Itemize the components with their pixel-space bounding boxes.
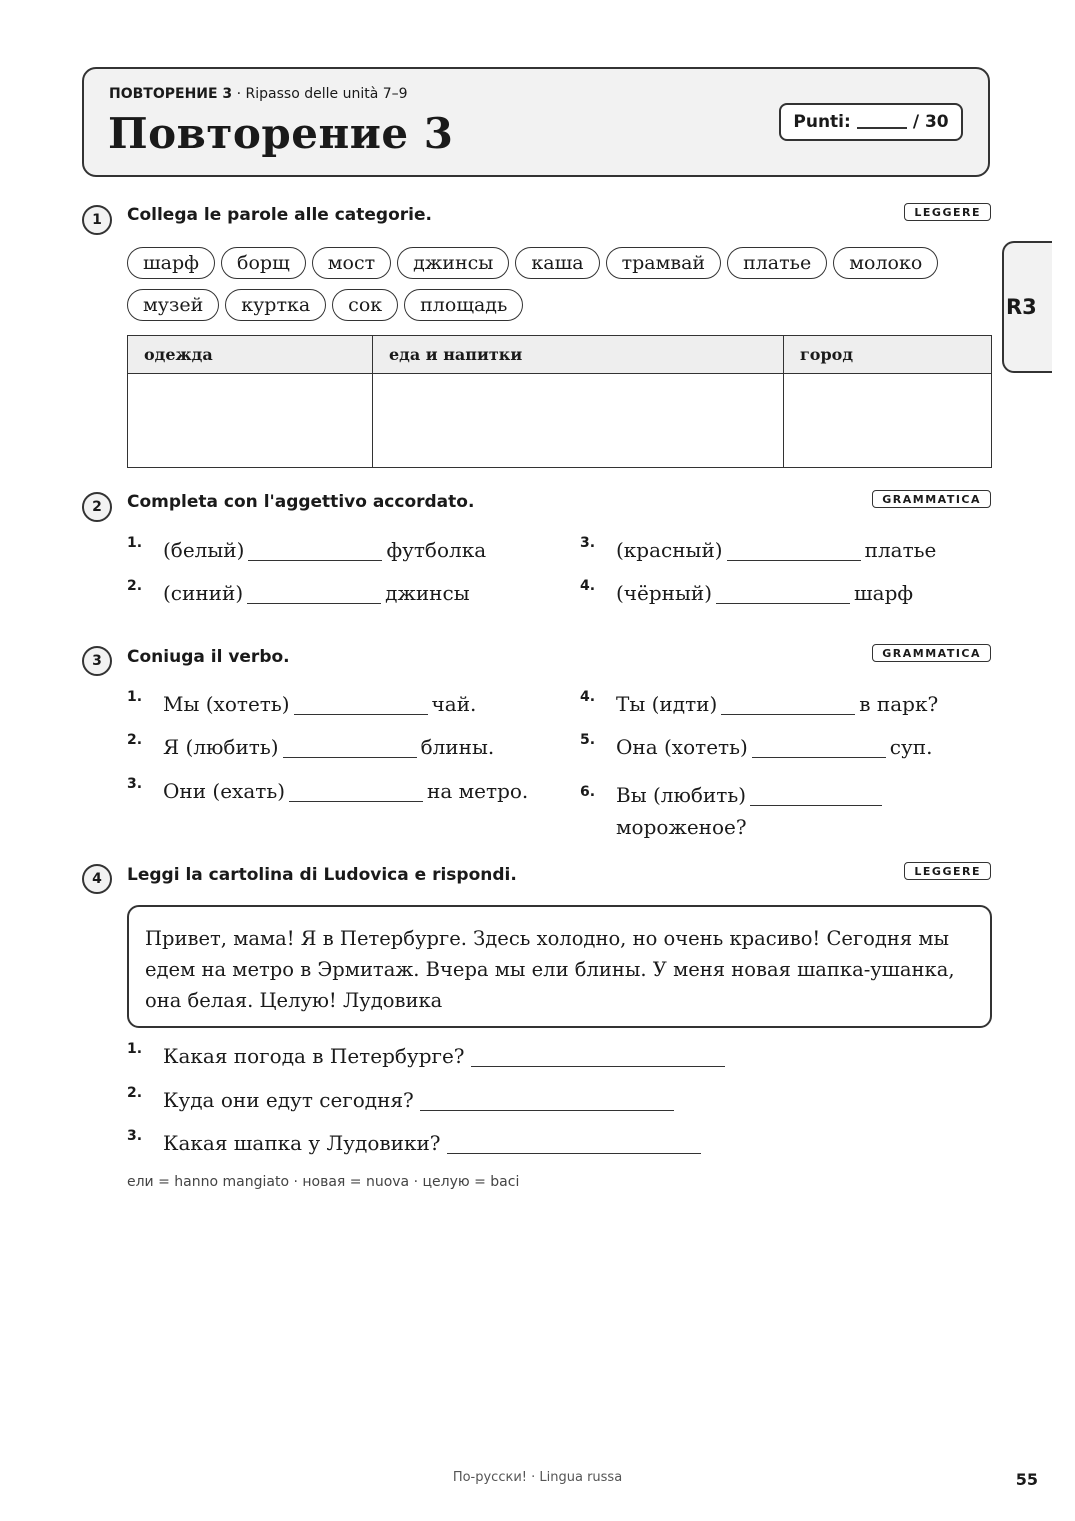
page-title: Повторение 3 bbox=[108, 109, 454, 158]
answer-blank[interactable] bbox=[752, 737, 886, 758]
exercise-2-item: 4. (чёрный) шарф bbox=[580, 578, 914, 605]
exercise-2-item: 1. (белый) футболка bbox=[127, 535, 487, 562]
word-chip[interactable]: сок bbox=[332, 289, 398, 321]
exercise-number-4: 4 bbox=[82, 864, 112, 894]
word-chip[interactable]: трамвай bbox=[606, 247, 721, 279]
points-blank[interactable] bbox=[857, 115, 907, 129]
exercise-2-instruction: Completa con l'aggettivo accordato. bbox=[127, 492, 475, 512]
exercise-3-item: 3. Они (ехать) на метро. bbox=[127, 776, 529, 803]
answer-blank[interactable] bbox=[283, 737, 417, 758]
category-table bbox=[127, 335, 992, 468]
word-chip[interactable]: куртка bbox=[225, 289, 326, 321]
exercise-1-tag: LEGGERE bbox=[904, 203, 991, 221]
exercise-2-item: 3. (красный) платье bbox=[580, 535, 937, 562]
glossary-note: ели = hanno mangiato · новая = nuova · целую = baci bbox=[127, 1174, 520, 1190]
answer-blank[interactable] bbox=[294, 694, 428, 715]
column-header: одежда bbox=[128, 336, 373, 374]
postcard-line: она белая. Целую! Лудовика bbox=[145, 989, 443, 1012]
category-cell[interactable] bbox=[784, 374, 992, 468]
word-chip[interactable]: каша bbox=[515, 247, 599, 279]
exercise-3-item: 5. Она (хотеть) суп. bbox=[580, 732, 933, 759]
answer-blank[interactable] bbox=[420, 1090, 674, 1111]
exercise-number-1: 1 bbox=[82, 205, 112, 235]
exercise-2-item: 2. (синий) джинсы bbox=[127, 578, 470, 605]
points-total: / 30 bbox=[912, 112, 949, 132]
category-cell[interactable] bbox=[373, 374, 784, 468]
postcard-line: едем на метро в Эрмитаж. Вчера мы ели блины. У меня новая шапка-ушанка, bbox=[145, 958, 955, 981]
column-header: еда и напитки bbox=[373, 336, 784, 374]
exercise-3-item: 4. Ты (идти) в парк? bbox=[580, 689, 939, 716]
word-chip[interactable]: джинсы bbox=[397, 247, 509, 279]
answer-blank[interactable] bbox=[716, 583, 850, 604]
header-eyebrow: ПОВТОРЕНИЕ 3 · Ripasso delle unità 7–9 bbox=[109, 86, 408, 102]
exercise-3-instruction: Coniuga il verbo. bbox=[127, 647, 290, 667]
answer-blank[interactable] bbox=[248, 540, 382, 561]
page-number: 55 bbox=[1015, 1470, 1038, 1489]
exercise-3-item: 1. Мы (хотеть) чай. bbox=[127, 689, 477, 716]
exercise-number-2: 2 bbox=[82, 492, 112, 522]
answer-blank[interactable] bbox=[471, 1046, 725, 1067]
page-header bbox=[82, 67, 990, 177]
word-chip[interactable]: музей bbox=[127, 289, 219, 321]
answer-blank[interactable] bbox=[721, 694, 855, 715]
exercise-3-item: 2. Я (любить) блины. bbox=[127, 732, 495, 759]
exercise-4-question: 2. Куда они едут сегодня? bbox=[163, 1088, 678, 1112]
exercise-3-item: 6. Вы (любить) мороженое? bbox=[616, 779, 916, 843]
answer-blank[interactable] bbox=[247, 583, 381, 604]
answer-blank[interactable] bbox=[447, 1133, 701, 1154]
word-chip[interactable]: платье bbox=[727, 247, 827, 279]
answer-blank[interactable] bbox=[727, 540, 861, 561]
column-header: город bbox=[784, 336, 992, 374]
word-chip[interactable]: мост bbox=[312, 247, 391, 279]
word-chip[interactable]: площадь bbox=[404, 289, 523, 321]
exercise-4-question: 1. Какая погода в Петербурге? bbox=[163, 1044, 729, 1068]
word-chip[interactable]: борщ bbox=[221, 247, 306, 279]
exercise-3-tag: GRAMMATICA bbox=[872, 644, 991, 662]
word-chip[interactable]: молоко bbox=[833, 247, 938, 279]
points-box bbox=[779, 103, 963, 141]
exercise-4-instruction: Leggi la cartolina di Ludovica e rispondi. bbox=[127, 865, 517, 885]
exercise-4-tag: LEGGERE bbox=[904, 862, 991, 880]
answer-blank[interactable] bbox=[750, 785, 882, 806]
footer-title: По-русски! · Lingua russa bbox=[452, 1470, 623, 1485]
points-label: Punti: bbox=[793, 112, 851, 132]
postcard-line: Привет, мама! Я в Петербурге. Здесь холодно, но очень красиво! Сегодня мы bbox=[145, 927, 950, 950]
exercise-2-tag: GRAMMATICA bbox=[872, 490, 991, 508]
exercise-4-question: 3. Какая шапка у Лудовики? bbox=[163, 1131, 705, 1155]
side-tab: R3 bbox=[1002, 241, 1052, 373]
answer-blank[interactable] bbox=[289, 781, 423, 802]
exercise-1-instruction: Collega le parole alle categorie. bbox=[127, 205, 432, 225]
postcard bbox=[127, 905, 992, 1028]
word-bank bbox=[127, 247, 957, 331]
category-cell[interactable] bbox=[128, 374, 373, 468]
word-chip[interactable]: шарф bbox=[127, 247, 215, 279]
exercise-number-3: 3 bbox=[82, 646, 112, 676]
